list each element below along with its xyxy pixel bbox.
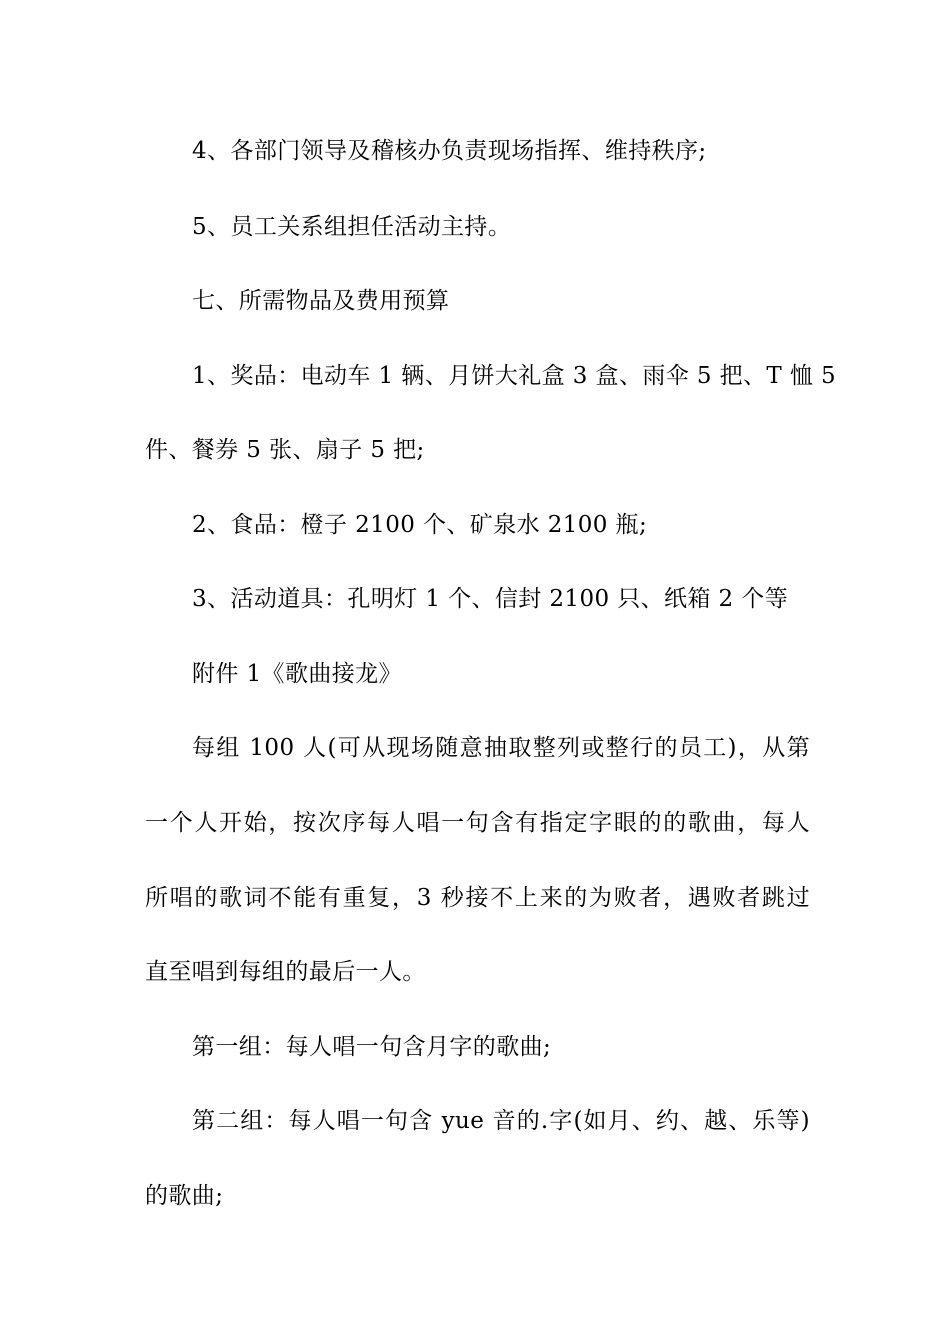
text-line-2: 5、员工关系组担任活动主持。 [192,214,512,240]
text-line-11: 所唱的歌词不能有重复，3 秒接不上来的为败者，遇败者跳过 [145,885,810,911]
text-line-13: 第一组：每人唱一句含月字的歌曲; [192,1034,552,1060]
text-line-12: 直至唱到每组的最后一人。 [145,959,426,985]
text-line-1: 4、各部门领导及稽核办负责现场指挥、维持秩序; [192,138,707,164]
text-line-14: 第二组：每人唱一句含 yue 音的.字(如月、约、越、乐等) [192,1108,810,1134]
text-line-6: 2、食品：橙子 2100 个、矿泉水 2100 瓶; [192,512,648,538]
attachment-title: 附件 1《歌曲接龙》 [192,661,402,687]
text-line-5: 件、餐券 5 张、扇子 5 把; [145,437,425,463]
text-line-15: 的歌曲; [145,1183,224,1209]
text-line-10: 一个人开始，按次序每人唱一句含有指定字眼的的歌曲，每人 [145,810,810,836]
section-heading: 七、所需物品及费用预算 [192,288,450,314]
text-line-7: 3、活动道具：孔明灯 1 个、信封 2100 只、纸箱 2 个等 [192,586,789,612]
text-line-4: 1、奖品：电动车 1 辆、月饼大礼盒 3 盒、雨伞 5 把、T 恤 5 [192,363,836,389]
text-line-9: 每组 100 人(可从现场随意抽取整列或整行的员工)，从第 [192,735,810,761]
